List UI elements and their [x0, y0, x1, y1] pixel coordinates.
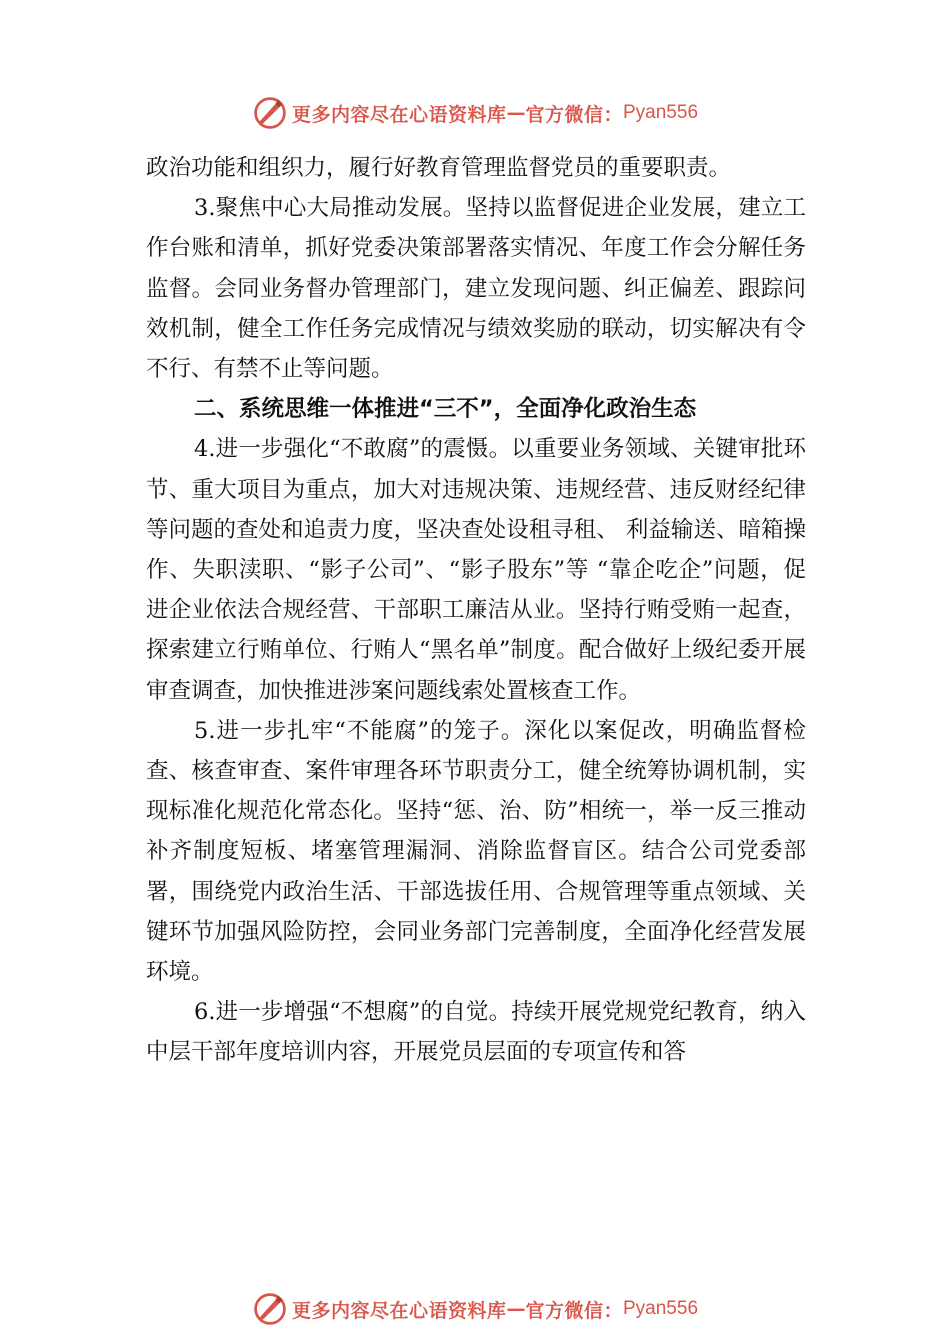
paragraph-item-3: 3.聚焦中心大局推动发展。坚持以监督促进企业发展，建立工作台账和清单，抓好党委决策部署落实情况、年度工作会分解任务监督。会同业务督办管理部门，建立发现问题、纠正偏差、跟踪问效机制，健全工作任务完成情况与绩效奖励的联动，切实解决有令不行、有禁不止等问题。: [146, 195, 806, 383]
watermark-main-text: 更多内容尽在心语资料库: [291, 1299, 507, 1322]
paragraph-continuation: 政治功能和组织力，履行好教育管理监督党员的重要职责。: [146, 155, 732, 181]
paragraph-item-5: 5.进一步扎牢“不能腐”的笼子。深化以案促改，明确监督检查、核查审查、案件审理各环节职责分工，健全统筹协调机制，实现标准化规范化常态化。坚持“惩、治、防”相统一，举一反三推动补齐制度短板、堵塞管理漏洞、消除监督盲区。结合公司党委部署，围绕党内政治生活、干部选拔任用、合规管理等重点领域、关键环节加强风险防控，会同业务部门完善制度，全面净化经营发展环境。: [146, 717, 806, 986]
header-watermark: [0, 93, 950, 133]
watermark-brand: Pyan556: [623, 1298, 699, 1319]
footer-watermark: [0, 1289, 950, 1329]
watermark-separator: —: [506, 102, 526, 124]
watermark-sub-text: 官方微信：: [525, 1299, 623, 1322]
pen-circle-logo-icon: [252, 1291, 288, 1327]
watermark-brand: Pyan556: [623, 102, 699, 123]
paragraph-item-4: 4.进一步强化“不敢腐”的震慑。以重要业务领域、关键审批环节、重大项目为重点，加大对违规决策、违规经营、违反财经纪律等问题的查处和追责力度，坚决查处设租寻租、 利益输送、暗箱操作、失职渎职、“影子公司”、“影子股东”等 “靠企吃企”问题，促进企业依法合规经营、干部职工廉洁从业。坚持行贿受贿一起查，探索建立行贿单位、行贿人“黑名单”制度。配合做好上级纪委开展审查调查，加快推进涉案问题线索处置核查工作。: [146, 436, 806, 704]
watermark-main-text: 更多内容尽在心语资料库: [291, 103, 507, 126]
pen-circle-logo-icon: [252, 95, 288, 131]
watermark-sub-text: 官方微信：: [525, 103, 623, 126]
paragraph-item-6: 6.进一步增强“不想腐”的自觉。持续开展党规党纪教育，纳入中层干部年度培训内容，开展党员层面的专项宣传和答: [146, 999, 806, 1066]
section-heading: 二、系统思维一体推进“三不”，全面净化政治生态: [194, 396, 697, 423]
watermark-separator: —: [506, 1298, 526, 1320]
document-body: [146, 148, 806, 1073]
